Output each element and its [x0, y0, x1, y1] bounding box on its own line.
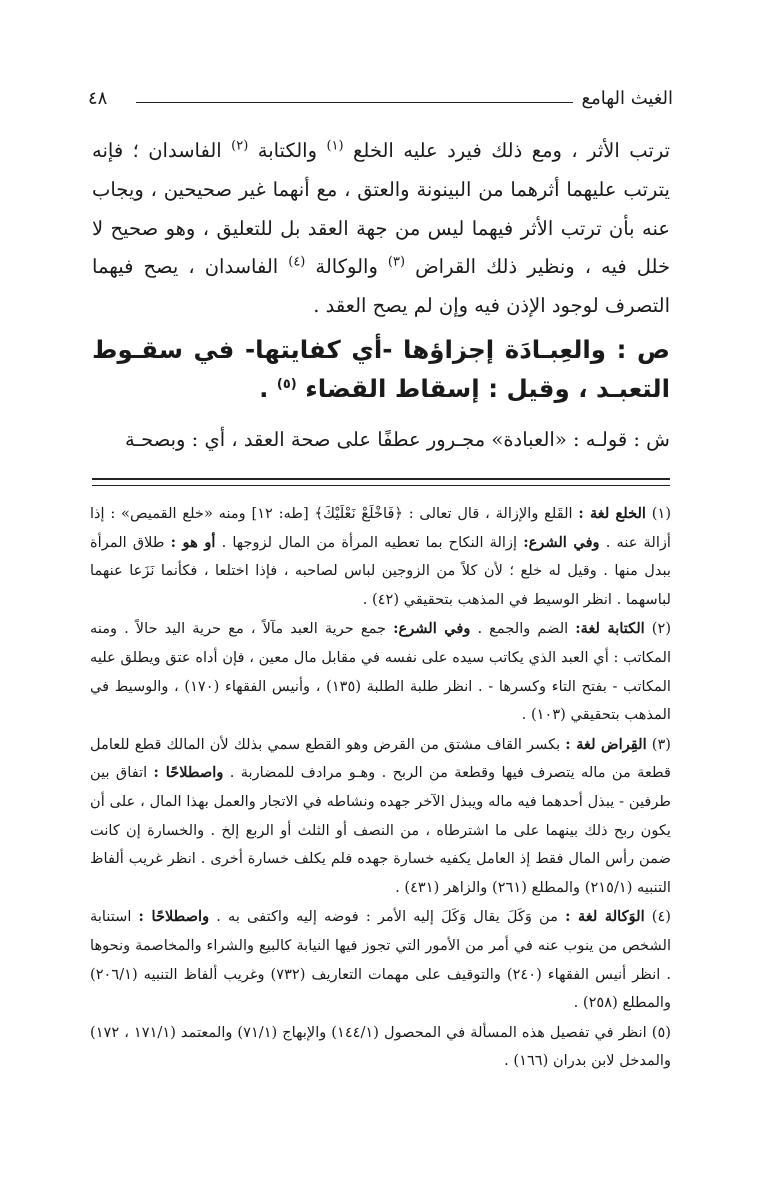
body-text: والكتابة: [257, 139, 327, 162]
footnote-text: انظر في تفصيل هذه المسألة في المحصول (١٤٤/١) والإبهاج (٧١/١) والمعتمد (١٧١/١ ، ١٧٢) والمدخل لابن بدران (١٦٦) .: [90, 1023, 671, 1070]
footnote-text: اتفاق بين طرفين - يبذل أحدهما فيه ماله ويبذل الآخر جهده ونشاطه في الاتجار والعمل بهذا المال ، على أن يكون ربح ذلك بينهما على ما اشترطاه ، من النصف أو الثلث أو الربع إلخ . والخسارة إن كانت ضمن رأس المال فقط إذ العامل يكفيه خسارة جهده فلم يكلف خسارة أخرى . انظر غريب ألفاظ التنبيه (٢١٥/١) والمطلع (٢٦١) والزاهر (٤٣١) .: [90, 764, 671, 896]
footnote-term: الكتابة لغة:: [575, 620, 645, 638]
footnote-number: (٤): [651, 908, 671, 926]
footnote-ref-2[interactable]: (٢): [231, 138, 249, 154]
footnote-text: طلاق المرأة ببدل منها . وقيل له خلع ؛ لأن كلاً من الزوجين لباس لصاحبه ، فإذا اختلعا ، فكأنما نَزَعا عنهما لباسهما . انظر الوسيط في المذهب بتحقيقي (٤٢) .: [90, 533, 671, 608]
footnote-separator: [92, 478, 670, 486]
header-rule: [136, 102, 573, 103]
footnote-term: الخلع لغة :: [578, 505, 646, 522]
body-text: والوكالة: [315, 255, 388, 279]
sharh-commentary: ش : قولـه : «العبادة» مجـرور عطفًا على صحة العقد ، أي : وبصحـة: [124, 428, 670, 451]
footnote-term: واصطلاحًا :: [153, 764, 224, 782]
footnote-term: وفي الشرع:: [523, 533, 600, 551]
footnote-term: القِراض لغة :: [565, 735, 647, 753]
body-text: الفاسدان ، يصح فيهما التصرف لوجود الإذن فيه وإن لم يصح العقد .: [92, 255, 670, 318]
matn-end: .: [259, 374, 277, 403]
footnote-text: القَلع والإزالة ، قال تعالى : ﴿فَاخْلَعْ نَعْلَيْكَ﴾ [طه: ١٢] ومنه «خلع القميص» : إذا أزالة عنه .: [90, 505, 671, 551]
footnote-3: [90, 731, 671, 903]
matn-text: ص : والعِبـادَة إجزاؤها -أي كفايتها- في سقـوط التعبـد ، وقيل : إسقاط القضاء: [92, 335, 670, 403]
body-text: ترتب الأثر ، ومع ذلك فيرد عليه الخلع: [353, 139, 671, 162]
footnote-text: الضم والجمع .: [470, 620, 576, 638]
footnote-text: استنابة الشخص من ينوب عنه في أمر من الأمور التي تجوز فيها النيابة كالبيع والشراء والمخاصمة ونحوها . انظر أنيس الفقهاء (٢٤٠) والتوقيف على مهمات التعاريف (٧٣٢) وغريب ألفاظ التنبيه (٢٠٦/١) والمطلع (٢٥٨) .: [90, 908, 671, 1012]
matn-statement: [92, 330, 670, 408]
footnote-1: [90, 500, 671, 614]
footnote-term: أو هو :: [170, 533, 216, 551]
footnote-ref-3[interactable]: (٣): [387, 254, 406, 270]
footnote-number: (٢): [651, 620, 672, 638]
footnote-5: [90, 1019, 671, 1076]
running-header: [88, 86, 673, 114]
footnote-ref-1[interactable]: (١): [326, 138, 344, 154]
footnote-ref-5[interactable]: (٥): [276, 376, 297, 392]
page-number: ٤٨: [88, 88, 108, 109]
footnote-text: بكسر القاف مشتق من القرض وهو القطع سمي بذلك لأن المالك قطع للعامل قطعة من ماله يتصرف فيها وقطعة من الربح . وهـو مرادف للمضاربة .: [90, 735, 671, 782]
footnote-4: [90, 903, 671, 1017]
footnote-2: [90, 615, 671, 729]
footnote-number: (٣): [651, 735, 671, 753]
footnote-term: واصطلاحًا :: [138, 908, 210, 926]
body-text: الفاسدان ؛ فإنه يترتب عليهما أثرهما من البينونة والعتق ، مع أنهما غير صحيحين ، ويجاب عنه بأن ترتب الأثر فيهما ليس من جهة العقد بل للتعليق ، وهو صحيح لا خلل فيه ، ونظير ذلك القراض: [92, 139, 670, 279]
footnote-number: (١): [651, 505, 672, 522]
body-paragraph: [92, 132, 670, 326]
footnote-text: من وَكَلَ يقال وَكَلَ إليه الأمر : فوضه إليه واكتفى به .: [209, 908, 566, 926]
book-title: الغيث الهامع: [581, 88, 673, 109]
footnotes-section: [90, 500, 671, 1077]
footnote-ref-4[interactable]: (٤): [288, 254, 306, 270]
main-text: [92, 132, 670, 326]
footnote-text: إزالة النكاح بما تعطيه المرأة من المال لزوجها .: [215, 533, 524, 551]
footnote-text: جمع حرية العبد مآلاً ، مع حرية اليد حالاً . ومنه المكاتب : أي العبد الذي يكاتب سيده على نفسه في مقابل مال معين ، فإن أداه عتق ويطلق عليه المكاتب - بفتح التاء وكسرها - . انظر طلبة الطلبة (١٣٥) ، وأنيس الفقهاء (١٧٠) ، والوسيط في المذهب بتحقيقي (١٠٣) .: [90, 620, 671, 724]
footnote-term: الوَكالة لغة :: [565, 908, 645, 926]
footnote-number: (٥): [651, 1023, 671, 1041]
footnote-term: وفي الشرع:: [393, 620, 471, 638]
